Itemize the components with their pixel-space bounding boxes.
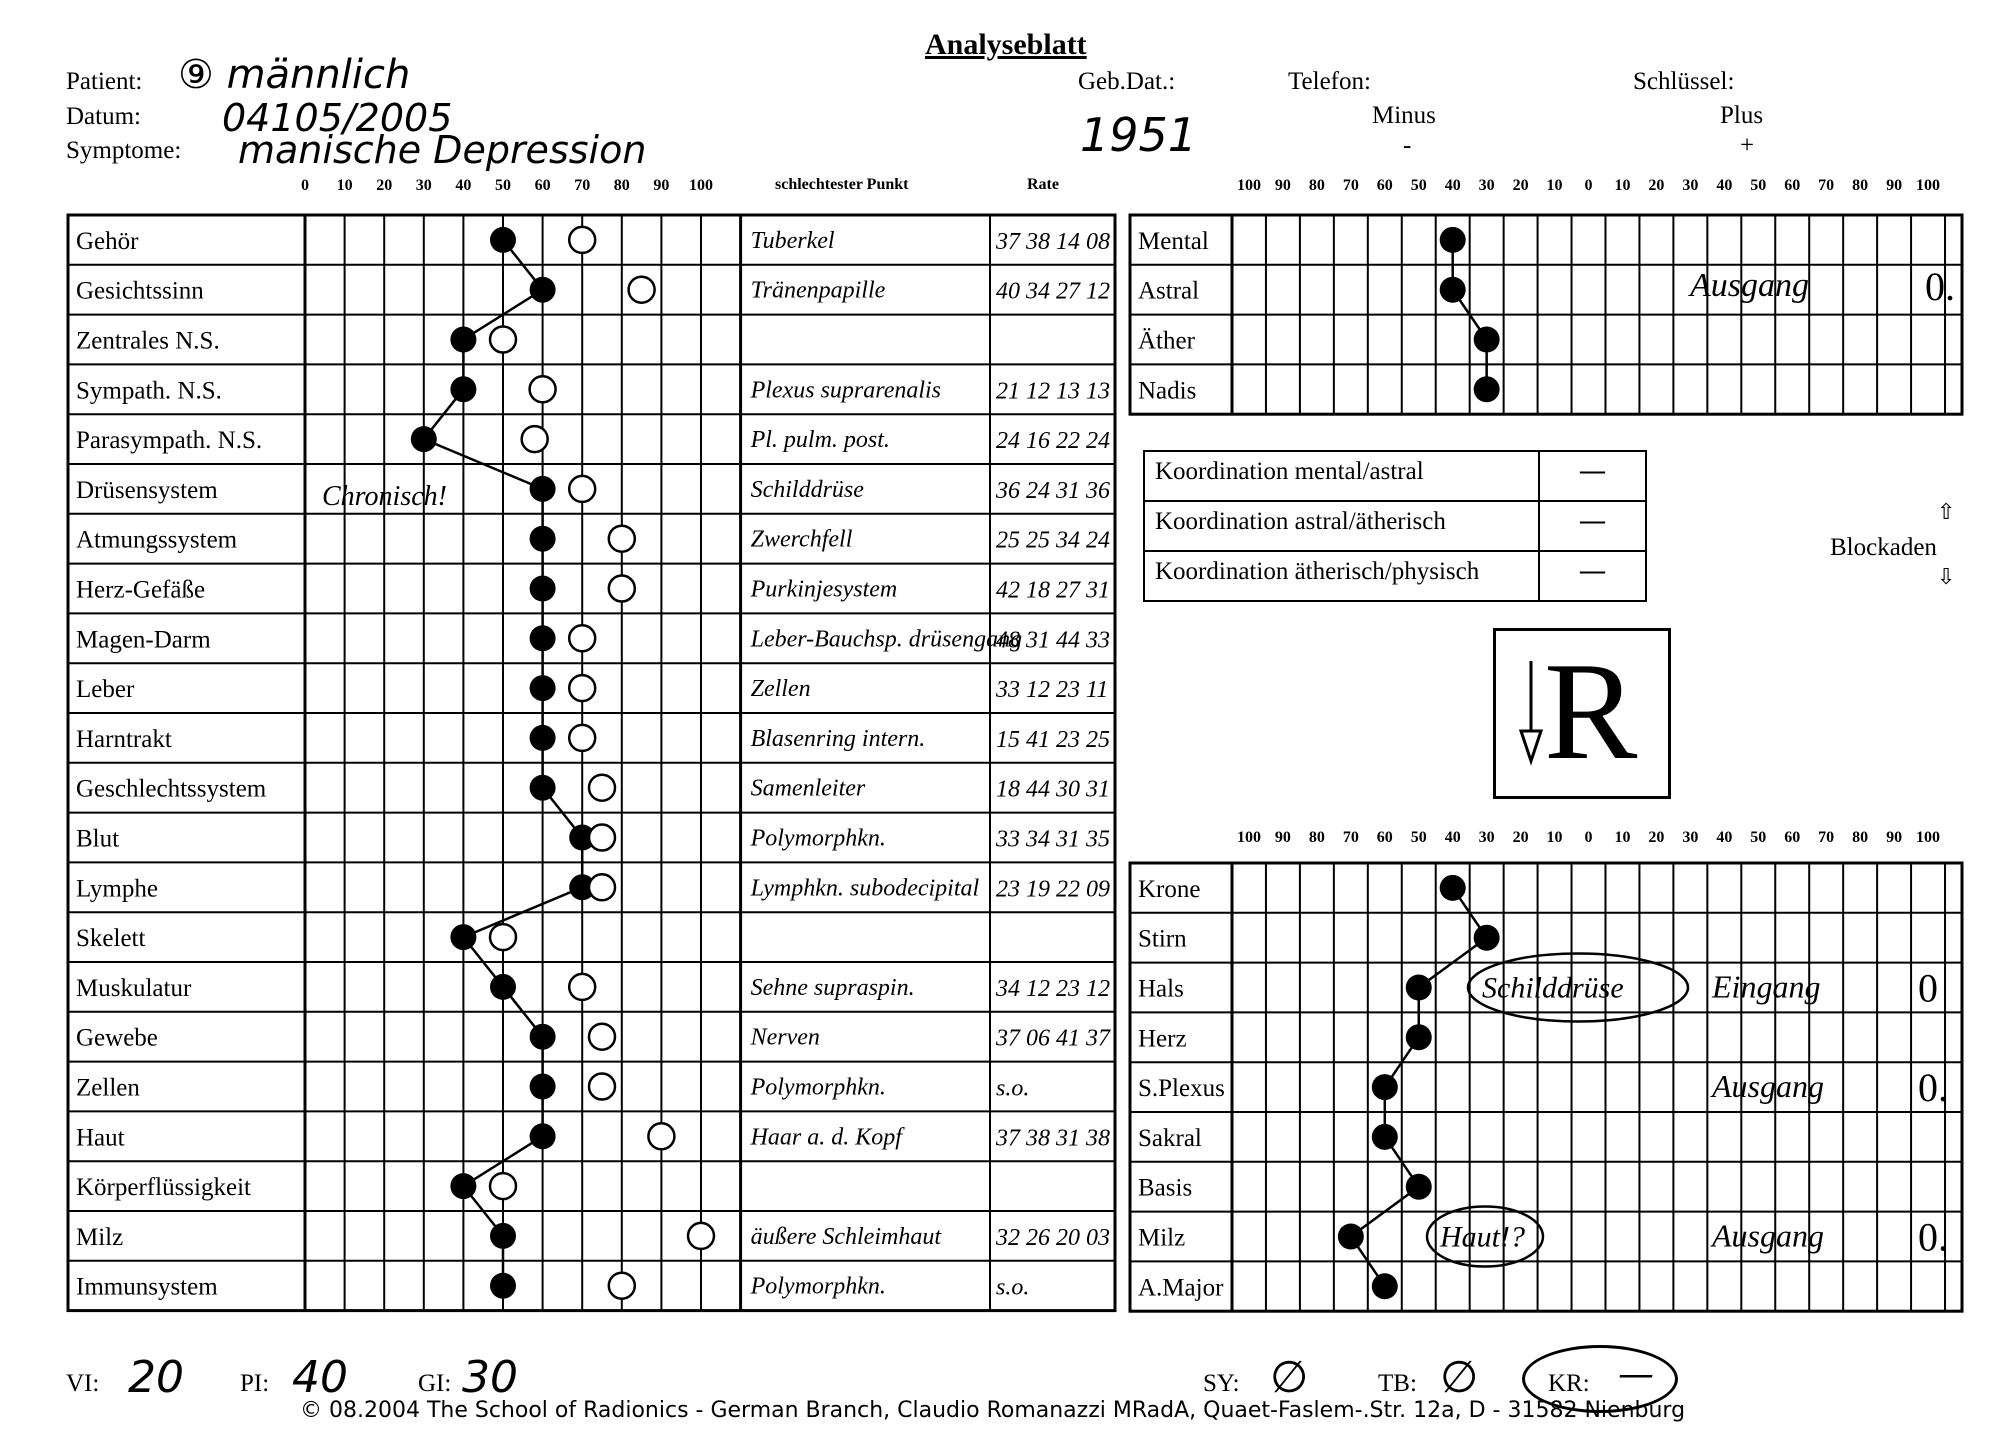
scale-tick-label: 10 <box>1546 177 1563 194</box>
scale-tick-label: 70 <box>574 177 591 194</box>
scale-tick-label: 100 <box>1916 829 1941 846</box>
scale-tick-label: 70 <box>1818 177 1835 194</box>
worst-point-value: Zwerchfell <box>750 526 853 553</box>
scale-tick-label: 80 <box>1852 829 1869 846</box>
filled-marker <box>1372 1074 1398 1100</box>
filled-marker <box>450 376 476 402</box>
scale-tick-label: 30 <box>1682 829 1699 846</box>
row-name: A.Major <box>1138 1274 1224 1302</box>
scale-tick-label: 50 <box>495 177 511 194</box>
rate-value: 40 34 27 12 <box>996 278 1110 305</box>
scale-tick-label: 40 <box>1444 829 1461 846</box>
open-marker <box>688 1223 714 1249</box>
scale-tick-label: 90 <box>653 177 670 194</box>
koordination-value: — <box>1578 454 1607 487</box>
filled-marker <box>490 1273 516 1299</box>
chakra-note-side: Ausgang <box>1712 1217 1824 1254</box>
symptome-label: Symptome: <box>66 137 182 164</box>
worst-point-value: äußere Schleimhaut <box>750 1223 942 1250</box>
worst-point-value: Sehne supraspin. <box>750 974 915 1001</box>
worst-point-value: Polymorphkn. <box>750 825 886 852</box>
datum-value: 04105/2005 <box>222 96 453 140</box>
rate-value: 34 12 23 12 <box>996 975 1110 1002</box>
scale-tick-label: 0 <box>1584 177 1593 194</box>
filled-marker <box>530 526 556 552</box>
open-marker <box>569 625 595 651</box>
pi-label: PI: <box>240 1370 270 1397</box>
open-marker <box>490 1173 516 1199</box>
scale-tick-label: 20 <box>376 177 393 194</box>
page-title: Analyseblatt <box>925 28 1087 61</box>
row-name: Krone <box>1138 875 1201 903</box>
row-name: Sakral <box>1138 1124 1202 1152</box>
scale-tick-label: 40 <box>455 177 472 194</box>
rate-value: 37 38 14 08 <box>996 228 1110 255</box>
scale-tick-label: 20 <box>1512 829 1529 846</box>
blockaden-label: Blockaden <box>1830 534 1937 561</box>
open-marker <box>589 775 615 801</box>
row-name: Stirn <box>1138 925 1187 953</box>
open-marker <box>589 1024 615 1050</box>
worst-point-value: Plexus suprarenalis <box>750 377 942 404</box>
row-name: Milz <box>1138 1224 1186 1252</box>
rate-value: 18 44 30 31 <box>996 776 1110 803</box>
scale-tick-label: 60 <box>534 177 551 194</box>
rate-value: 32 26 20 03 <box>996 1224 1110 1251</box>
logo-letter: R <box>1544 634 1638 789</box>
worst-point-header: schlechtester Punkt <box>775 176 909 193</box>
open-marker <box>569 227 595 253</box>
scale-tick-label: 60 <box>1376 177 1393 194</box>
system-name: Haut <box>76 1124 125 1152</box>
rate-value: 42 18 27 31 <box>996 577 1110 604</box>
filled-marker <box>1338 1224 1364 1250</box>
scale-tick-label: 10 <box>1614 177 1631 194</box>
scale-tick-label: 90 <box>1886 829 1903 846</box>
scale-tick-label: 40 <box>1444 177 1461 194</box>
system-name: Sympath. N.S. <box>76 377 222 405</box>
open-marker <box>490 924 516 950</box>
system-name: Zellen <box>76 1074 140 1102</box>
rate-value: 37 38 31 38 <box>996 1125 1110 1152</box>
chakra-note-mark: 0 <box>1918 965 1938 1011</box>
koordination-label: Koordination mental/astral <box>1145 452 1540 500</box>
open-marker <box>609 576 635 602</box>
row-name: S.Plexus <box>1138 1075 1225 1103</box>
worst-point-value: Pl. pulm. post. <box>750 427 890 454</box>
arrow-down-icon: ⇩ <box>1937 565 1956 590</box>
scale-tick-label: 90 <box>1274 177 1291 194</box>
tb-value: ∅ <box>1440 1352 1479 1403</box>
worst-point-value: Samenleiter <box>750 775 866 802</box>
scale-tick-label: 0 <box>1584 829 1593 846</box>
open-marker <box>629 277 655 303</box>
chakra-note-text: Schilddrüse <box>1482 971 1624 1005</box>
rate-value: s.o. <box>996 1274 1030 1301</box>
rate-header: Rate <box>1027 176 1059 193</box>
radionics-logo <box>1493 628 1671 799</box>
filled-marker <box>1406 975 1432 1001</box>
scale-tick-label: 30 <box>415 177 432 194</box>
bodies-note-text: Ausgang <box>1690 267 1809 304</box>
chakra-note-side: Ausgang <box>1712 1068 1824 1105</box>
system-name: Zentrales N.S. <box>76 327 220 355</box>
worst-point-value: Polymorphkn. <box>750 1074 886 1101</box>
bodies-note-mark: 0. <box>1925 264 1955 309</box>
system-name: Blut <box>76 825 120 853</box>
rate-value: 15 41 23 25 <box>996 726 1110 753</box>
system-name: Milz <box>76 1223 124 1251</box>
filled-marker <box>530 625 556 651</box>
scale-tick-label: 70 <box>1818 829 1835 846</box>
scale-tick-label: 80 <box>1308 177 1325 194</box>
system-name: Immunsystem <box>76 1273 218 1301</box>
pi-value: 40 <box>292 1352 348 1403</box>
row-name: Nadis <box>1138 377 1197 405</box>
scale-tick-label: 100 <box>689 177 713 194</box>
open-marker <box>569 725 595 751</box>
scale-tick-label: 20 <box>1648 177 1665 194</box>
filled-marker <box>530 1123 556 1149</box>
scale-tick-label: 20 <box>1648 829 1665 846</box>
rate-value: 24 16 22 24 <box>996 428 1110 455</box>
filled-marker <box>530 775 556 801</box>
scale-tick-label: 40 <box>1716 829 1733 846</box>
system-name: Harntrakt <box>76 725 172 753</box>
row-name: Basis <box>1138 1174 1193 1202</box>
scale-tick-label: 50 <box>1410 177 1427 194</box>
filled-marker <box>1440 277 1466 303</box>
filled-marker <box>530 725 556 751</box>
open-marker <box>490 327 516 353</box>
system-name: Herz-Gefäße <box>76 576 206 604</box>
filled-marker <box>1440 227 1466 253</box>
kr-label: KR: <box>1548 1370 1590 1397</box>
rate-value: 37 06 41 37 <box>996 1025 1110 1052</box>
scale-tick-label: 20 <box>1512 177 1529 194</box>
pendulum-icon <box>1516 661 1546 771</box>
koordination-value: — <box>1578 504 1607 537</box>
open-marker <box>569 476 595 502</box>
open-marker <box>589 874 615 900</box>
telefon-label: Telefon: <box>1288 68 1371 95</box>
koordination-row <box>1145 452 1645 502</box>
rate-value: s.o. <box>996 1075 1030 1102</box>
worst-point-value: Lymphkn. subodecipital <box>750 875 980 902</box>
tb-label: TB: <box>1378 1370 1417 1397</box>
system-name: Leber <box>76 676 135 704</box>
chakra-note-side: Eingang <box>1712 968 1821 1005</box>
scale-tick-label: 30 <box>1478 829 1495 846</box>
row-name: Mental <box>1138 227 1209 255</box>
system-name: Körperflüssigkeit <box>76 1174 251 1202</box>
koordination-box <box>1143 450 1647 602</box>
scale-tick-label: 80 <box>1308 829 1325 846</box>
filled-marker <box>490 974 516 1000</box>
minus-label: Minus <box>1372 102 1436 129</box>
datum-label: Datum: <box>66 103 141 130</box>
filled-marker <box>1406 1024 1432 1050</box>
worst-point-value: Blasenring intern. <box>750 725 926 752</box>
worst-point-value: Haar a. d. Kopf <box>750 1124 902 1151</box>
scale-tick-label: 50 <box>1750 829 1767 846</box>
worst-point-value: Polymorphkn. <box>750 1273 886 1300</box>
rate-value: 33 12 23 11 <box>996 677 1109 704</box>
system-name: Geschlechtssystem <box>76 775 267 803</box>
chronisch-note: Chronisch! <box>322 481 447 512</box>
system-name: Muskulatur <box>76 974 192 1002</box>
scale-tick-label: 80 <box>613 177 630 194</box>
scale-tick-label: 90 <box>1886 177 1903 194</box>
system-name: Gehör <box>76 227 139 255</box>
scale-tick-label: 30 <box>1478 177 1495 194</box>
scale-tick-label: 0 <box>301 177 309 194</box>
filled-marker <box>1474 376 1500 402</box>
system-name: Magen-Darm <box>76 626 211 654</box>
filled-marker <box>530 476 556 502</box>
sy-label: SY: <box>1203 1370 1240 1397</box>
koordination-value: — <box>1578 554 1607 587</box>
scale-tick-label: 90 <box>1274 829 1291 846</box>
worst-point-value: Zellen <box>750 676 811 703</box>
koordination-label: Koordination ätherisch/physisch <box>1145 552 1540 600</box>
copyright: © 08.2004 The School of Radionics - German Branch, Claudio Romanazzi MRadA, Quaet-Faslem-.Str. 12a, D - 31582 Nienburg <box>300 1398 1686 1423</box>
rate-value: 21 12 13 13 <box>996 378 1110 405</box>
scale-tick-label: 70 <box>1342 829 1359 846</box>
scale-tick-label: 60 <box>1376 829 1393 846</box>
open-marker <box>569 675 595 701</box>
open-marker <box>522 426 548 452</box>
arrow-up-icon: ⇧ <box>1937 500 1956 525</box>
row-name: Äther <box>1138 327 1195 355</box>
gebdat-value: 1951 <box>1080 108 1198 162</box>
chakra-note-text: Haut!? <box>1440 1220 1525 1254</box>
scale-tick-label: 10 <box>1546 829 1563 846</box>
row-name: Astral <box>1138 277 1200 305</box>
system-name: Gewebe <box>76 1024 158 1052</box>
worst-point-value: Nerven <box>750 1024 820 1051</box>
open-marker <box>609 526 635 552</box>
scale-tick-label: 100 <box>1916 177 1941 194</box>
scale-tick-label: 30 <box>1682 177 1699 194</box>
sy-value: ∅ <box>1270 1352 1309 1403</box>
worst-point-value: Tuberkel <box>750 227 835 254</box>
chakra-table-border <box>1130 863 1962 1311</box>
scale-tick-label: 10 <box>1614 829 1631 846</box>
filled-marker <box>490 1223 516 1249</box>
worst-point-value: Leber-Bauchsp. drüsengang <box>750 626 1023 653</box>
filled-marker <box>450 1173 476 1199</box>
scale-tick-label: 60 <box>1784 177 1801 194</box>
system-name: Drüsensystem <box>76 476 218 504</box>
symptome-value: manische Depression <box>238 128 647 172</box>
scale-tick-label: 40 <box>1716 177 1733 194</box>
system-name: Gesichtssinn <box>76 277 204 305</box>
filled-marker <box>450 327 476 353</box>
schluessel-label: Schlüssel: <box>1633 68 1735 95</box>
chakra-note-mark: 0. <box>1918 1214 1948 1260</box>
scale-tick-label: 100 <box>1236 829 1261 846</box>
open-marker <box>648 1123 674 1149</box>
open-marker <box>530 376 556 402</box>
filled-marker <box>1372 1124 1398 1150</box>
koordination-row <box>1145 502 1645 552</box>
scale-tick-label: 70 <box>1342 177 1359 194</box>
filled-marker <box>1406 1174 1432 1200</box>
rate-value: 33 34 31 35 <box>996 826 1110 853</box>
minus-sign: - <box>1403 132 1412 159</box>
open-marker <box>569 974 595 1000</box>
system-name: Lymphe <box>76 875 158 903</box>
open-marker <box>589 1074 615 1100</box>
rate-value: 23 19 22 09 <box>996 876 1110 903</box>
filled-marker <box>490 227 516 253</box>
scale-tick-label: 50 <box>1410 829 1427 846</box>
filled-marker <box>1474 327 1500 353</box>
scale-tick-label: 10 <box>336 177 353 194</box>
filled-marker <box>1440 875 1466 901</box>
rate-value: 48 31 44 33 <box>996 627 1110 654</box>
vi-value: 20 <box>128 1352 184 1403</box>
system-name: Skelett <box>76 925 146 953</box>
worst-point-value: Tränenpapille <box>750 277 886 304</box>
scale-tick-label: 50 <box>1750 177 1767 194</box>
worst-point-value: Schilddrüse <box>750 476 864 503</box>
plus-sign: + <box>1740 132 1755 159</box>
gi-label: GI: <box>418 1370 452 1397</box>
plus-label: Plus <box>1720 102 1764 129</box>
scale-tick-label: 80 <box>1852 177 1869 194</box>
filled-marker <box>1474 925 1500 951</box>
system-name: Atmungssystem <box>76 526 238 554</box>
open-marker <box>589 825 615 851</box>
gebdat-label: Geb.Dat.: <box>1078 68 1176 95</box>
filled-marker <box>530 277 556 303</box>
kr-value: — <box>1618 1354 1654 1395</box>
filled-marker <box>450 924 476 950</box>
koordination-row <box>1145 552 1645 600</box>
rate-value: 25 25 34 24 <box>996 527 1110 554</box>
gi-value: 30 <box>462 1352 518 1403</box>
filled-marker <box>530 1024 556 1050</box>
system-name: Parasympath. N.S. <box>76 427 263 455</box>
filled-marker <box>1372 1273 1398 1299</box>
worst-point-value: Purkinjesystem <box>750 576 898 603</box>
row-name: Herz <box>1138 1025 1187 1053</box>
open-marker <box>609 1273 635 1299</box>
filled-marker <box>411 426 437 452</box>
row-name: Hals <box>1138 975 1184 1003</box>
scale-tick-label: 60 <box>1784 829 1801 846</box>
vi-label: VI: <box>66 1370 100 1397</box>
filled-marker <box>530 675 556 701</box>
patient-value: ⑨ männlich <box>178 52 411 98</box>
scale-tick-label: 100 <box>1236 177 1261 194</box>
filled-marker <box>530 576 556 602</box>
filled-marker <box>530 1074 556 1100</box>
chakra-note-mark: 0. <box>1918 1065 1948 1111</box>
patient-label: Patient: <box>66 68 143 95</box>
koordination-label: Koordination astral/ätherisch <box>1145 502 1540 550</box>
rate-value: 36 24 31 36 <box>996 477 1110 504</box>
